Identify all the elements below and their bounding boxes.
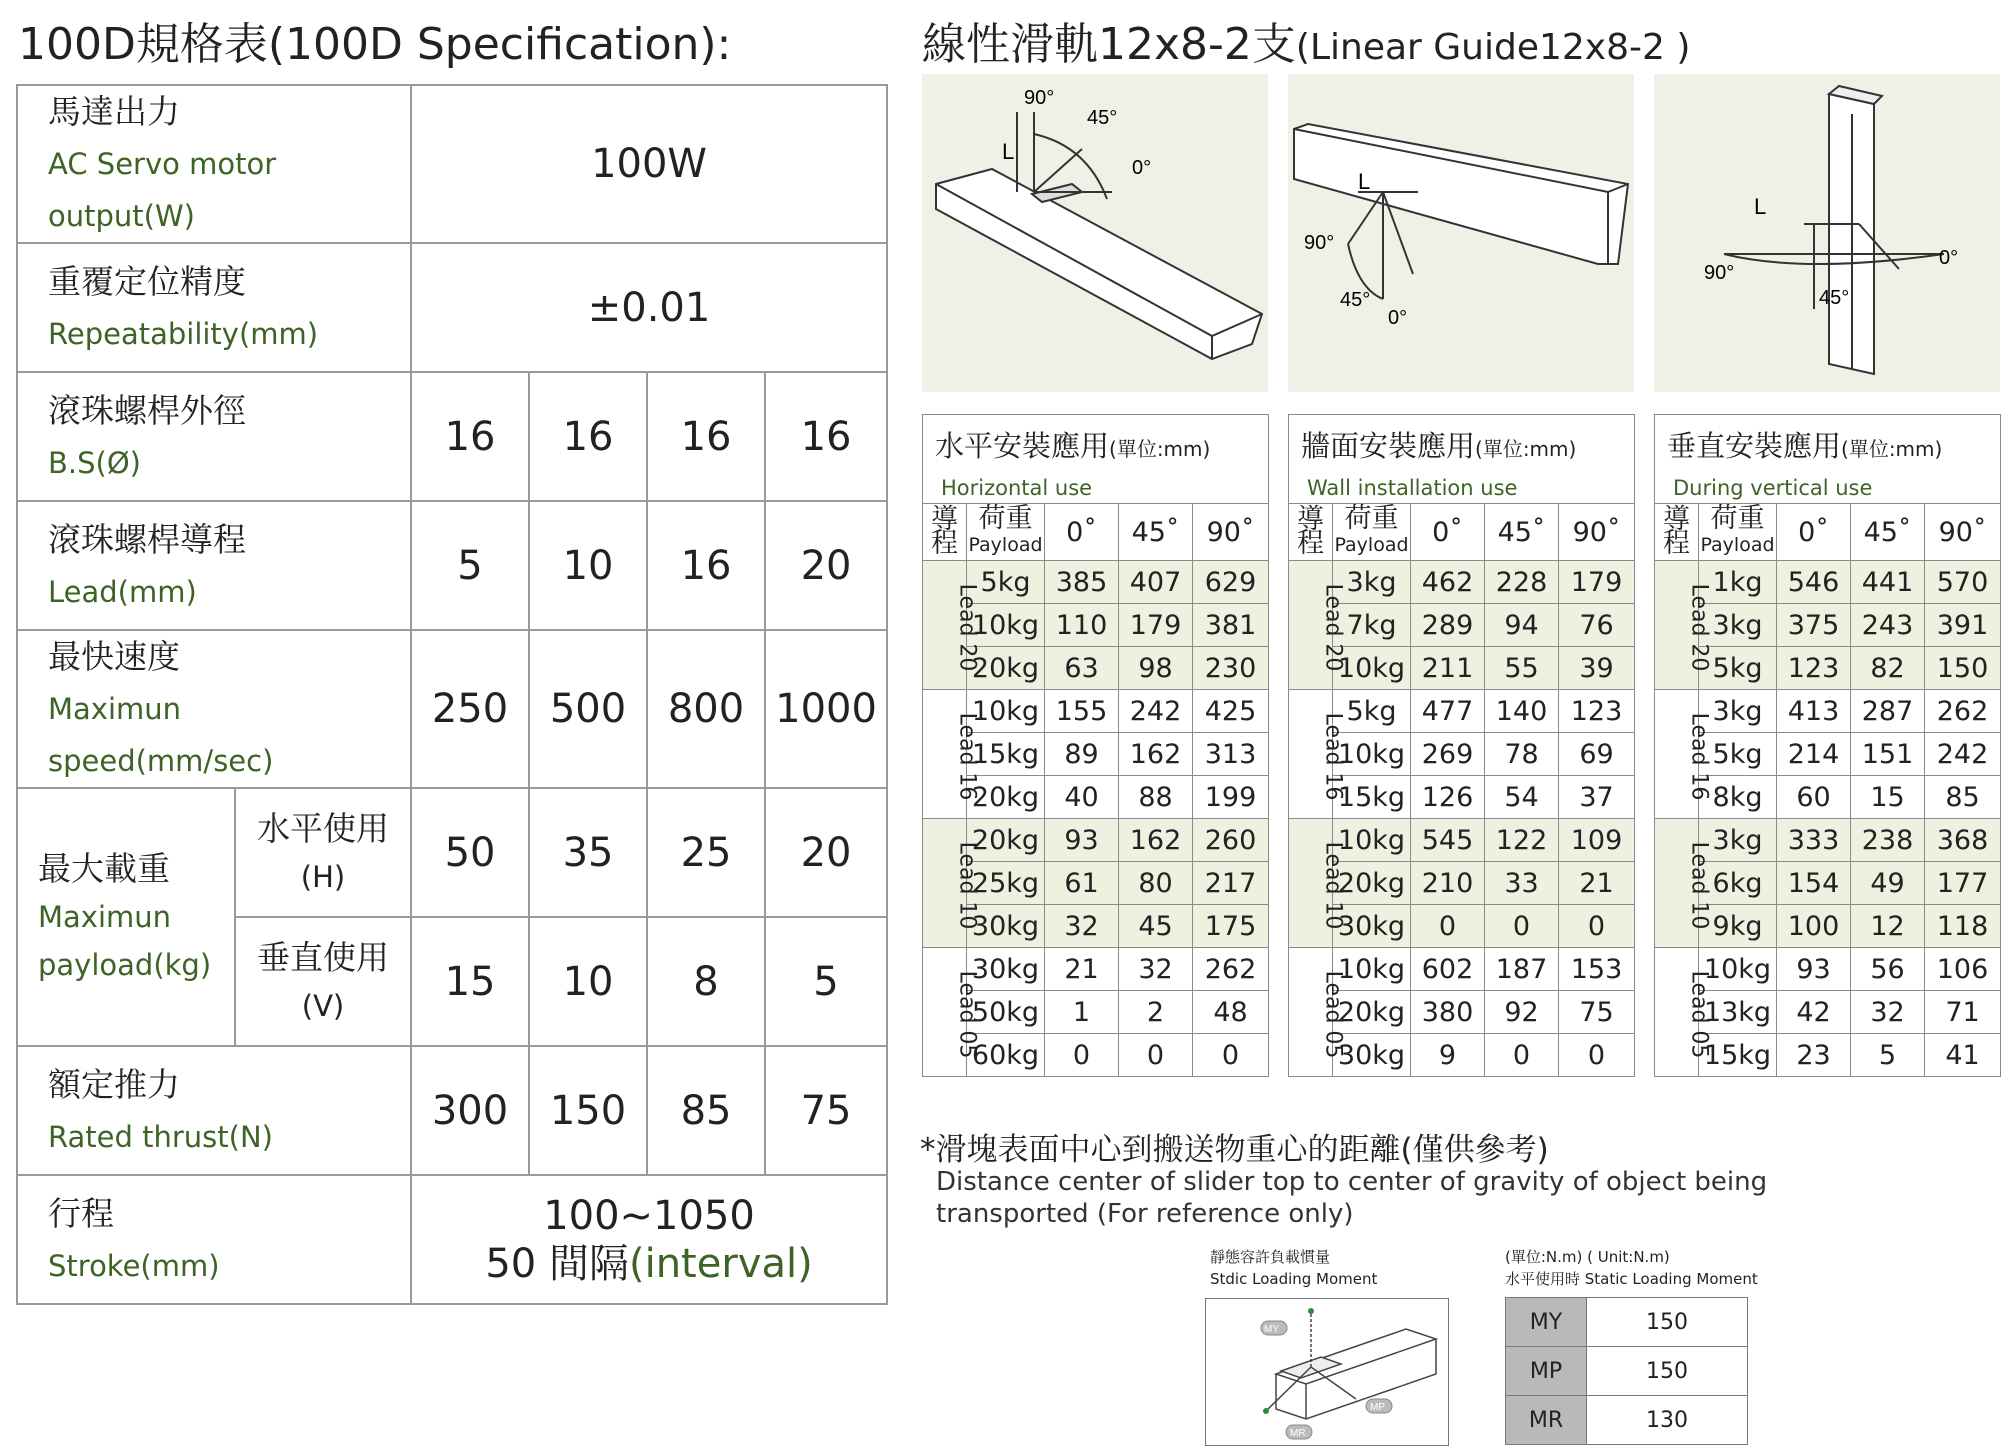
lead-value: 5 — [411, 501, 529, 630]
distance-cell: 39 — [1559, 647, 1635, 690]
table-row — [923, 690, 1269, 733]
distance-cell: 123 — [1559, 690, 1635, 733]
payload-cell: 30kg — [1333, 1034, 1411, 1077]
distance-cell: 0 — [1193, 1034, 1269, 1077]
payload-col-header: 荷重 Payload — [1699, 504, 1777, 561]
spec-row-bs — [17, 372, 887, 501]
lead-label: 滾珠螺桿導程 Lead(mm) — [17, 501, 411, 630]
distance-cell: 32 — [1119, 948, 1193, 991]
lead-group-label: Lead 16 — [923, 690, 967, 819]
lead-value: 16 — [647, 501, 765, 630]
load-table-subtitle: During vertical use — [1655, 473, 2001, 504]
moment-key: MP — [1506, 1347, 1587, 1396]
distance-cell: 289 — [1411, 604, 1485, 647]
distance-cell: 23 — [1777, 1034, 1851, 1077]
distance-cell: 2 — [1119, 991, 1193, 1034]
angle-90-header: 90˚ — [1925, 504, 2001, 561]
distance-cell: 12 — [1851, 905, 1925, 948]
table-row — [1289, 561, 1635, 604]
distance-cell: 0 — [1119, 1034, 1193, 1077]
distance-cell: 153 — [1559, 948, 1635, 991]
distance-cell: 110 — [1045, 604, 1119, 647]
lead-group-label: Lead 05 — [1289, 948, 1333, 1077]
horizontal-rail-illustration — [922, 74, 1268, 392]
distance-cell: 154 — [1777, 862, 1851, 905]
payload-cell: 13kg — [1699, 991, 1777, 1034]
table-row — [1289, 819, 1635, 862]
distance-cell: 262 — [1193, 948, 1269, 991]
payload-cell: 10kg — [1333, 948, 1411, 991]
distance-cell: 243 — [1851, 604, 1925, 647]
distance-cell: 37 — [1559, 776, 1635, 819]
payload-cell: 10kg — [1333, 733, 1411, 776]
table-row — [1289, 948, 1635, 991]
distance-cell: 269 — [1411, 733, 1485, 776]
thrust-value: 75 — [765, 1046, 887, 1175]
load-table-subheader — [1655, 473, 2001, 504]
table-row — [1506, 1298, 1748, 1347]
payload-v-value: 15 — [411, 917, 529, 1046]
distance-cell: 56 — [1851, 948, 1925, 991]
distance-cell: 375 — [1777, 604, 1851, 647]
w-label-45: 45° — [1340, 289, 1371, 311]
payload-cell: 60kg — [967, 1034, 1045, 1077]
distance-cell: 333 — [1777, 819, 1851, 862]
horizontal-load-table — [922, 414, 1269, 1077]
distance-cell: 0 — [1485, 905, 1559, 948]
distance-cell: 88 — [1119, 776, 1193, 819]
distance-cell: 41 — [1925, 1034, 2001, 1077]
table-row — [1506, 1396, 1748, 1445]
distance-cell: 175 — [1193, 905, 1269, 948]
spec-row-speed — [17, 630, 887, 788]
distance-cell: 151 — [1851, 733, 1925, 776]
moment-value: 150 — [1587, 1298, 1748, 1347]
table-row — [1655, 690, 2001, 733]
thrust-value: 150 — [529, 1046, 647, 1175]
moment-label-mr: MR — [1290, 1428, 1306, 1439]
distance-cell: 602 — [1411, 948, 1485, 991]
load-table-header — [1655, 415, 2001, 474]
payload-cell: 3kg — [1699, 604, 1777, 647]
distance-cell: 545 — [1411, 819, 1485, 862]
speed-value: 500 — [529, 630, 647, 788]
distance-cell: 118 — [1925, 905, 2001, 948]
payload-col-header: 荷重 Payload — [1333, 504, 1411, 561]
static-moment-table — [1505, 1297, 1748, 1445]
load-column-headers — [923, 504, 1269, 561]
v-label-L: L — [1754, 194, 1767, 219]
moment-caption-right: (單位:N.m) ( Unit:N.m) 水平使用時 Static Loading Moment — [1505, 1248, 1758, 1288]
distance-cell: 63 — [1045, 647, 1119, 690]
payload-cell: 10kg — [1333, 647, 1411, 690]
w-label-90: 90° — [1304, 232, 1335, 254]
h-label-L: L — [1002, 139, 1015, 164]
payload-h-value: 35 — [529, 788, 647, 917]
payload-h-value: 50 — [411, 788, 529, 917]
repeat-value: ±0.01 — [411, 243, 887, 372]
distance-note-en-2: transported (For reference only) — [936, 1199, 1354, 1229]
distance-cell: 211 — [1411, 647, 1485, 690]
table-row — [1655, 819, 2001, 862]
payload-cell: 30kg — [1333, 905, 1411, 948]
spec-row-motor — [17, 85, 887, 243]
load-table-title: 水平安裝應用(單位:mm) — [923, 415, 1269, 474]
lead-group-label: Lead 20 — [923, 561, 967, 690]
payload-cell: 20kg — [967, 776, 1045, 819]
distance-cell: 413 — [1777, 690, 1851, 733]
wall-load-table — [1288, 414, 1635, 1077]
distance-cell: 123 — [1777, 647, 1851, 690]
distance-cell: 32 — [1851, 991, 1925, 1034]
distance-cell: 93 — [1045, 819, 1119, 862]
payload-cell: 7kg — [1333, 604, 1411, 647]
guide-title-en: (Linear Guide12x8-2 ) — [1295, 27, 1691, 68]
payload-cell: 3kg — [1333, 561, 1411, 604]
table-row — [923, 948, 1269, 991]
distance-cell: 150 — [1925, 647, 2001, 690]
distance-cell: 109 — [1559, 819, 1635, 862]
table-row — [1655, 561, 2001, 604]
distance-cell: 140 — [1485, 690, 1559, 733]
lead-col-header: 導 程 — [923, 504, 967, 561]
distance-cell: 380 — [1411, 991, 1485, 1034]
distance-cell: 441 — [1851, 561, 1925, 604]
payload-h-label: 水平使用 (H) — [235, 788, 411, 917]
spec-row-payload-h — [17, 788, 887, 917]
speed-label: 最快速度 Maximun speed(mm/sec) — [17, 630, 411, 788]
lead-group-label: Lead 16 — [1655, 690, 1699, 819]
distance-cell: 0 — [1559, 905, 1635, 948]
distance-cell: 49 — [1851, 862, 1925, 905]
distance-cell: 162 — [1119, 733, 1193, 776]
distance-cell: 126 — [1411, 776, 1485, 819]
payload-cell: 3kg — [1699, 819, 1777, 862]
payload-cell: 15kg — [1333, 776, 1411, 819]
thrust-value: 300 — [411, 1046, 529, 1175]
speed-value: 800 — [647, 630, 765, 788]
payload-cell: 20kg — [967, 819, 1045, 862]
payload-cell: 10kg — [967, 604, 1045, 647]
motor-label: 馬達出力 AC Servo motor output(W) — [17, 85, 411, 243]
distance-cell: 287 — [1851, 690, 1925, 733]
distance-cell: 629 — [1193, 561, 1269, 604]
wall-rail-illustration — [1288, 74, 1634, 392]
distance-cell: 391 — [1925, 604, 2001, 647]
angle-45-header: 45˚ — [1851, 504, 1925, 561]
moment-value: 130 — [1587, 1396, 1748, 1445]
payload-cell: 20kg — [967, 647, 1045, 690]
lead-group-label: Lead 20 — [1655, 561, 1699, 690]
payload-cell: 10kg — [1699, 948, 1777, 991]
distance-cell: 214 — [1777, 733, 1851, 776]
payload-cell: 3kg — [1699, 690, 1777, 733]
distance-cell: 5 — [1851, 1034, 1925, 1077]
distance-cell: 230 — [1193, 647, 1269, 690]
load-table-title: 牆面安裝應用(單位:mm) — [1289, 415, 1635, 474]
table-row — [1289, 690, 1635, 733]
payload-cell: 15kg — [1699, 1034, 1777, 1077]
distance-cell: 71 — [1925, 991, 2001, 1034]
payload-cell: 30kg — [967, 948, 1045, 991]
payload-cell: 9kg — [1699, 905, 1777, 948]
distance-cell: 0 — [1045, 1034, 1119, 1077]
load-table-header — [1289, 415, 1635, 474]
distance-cell: 45 — [1119, 905, 1193, 948]
payload-h-value: 20 — [765, 788, 887, 917]
distance-cell: 242 — [1925, 733, 2001, 776]
payload-cell: 20kg — [1333, 862, 1411, 905]
distance-cell: 228 — [1485, 561, 1559, 604]
spec-table — [16, 84, 888, 1305]
angle-90-header: 90˚ — [1193, 504, 1269, 561]
payload-cell: 50kg — [967, 991, 1045, 1034]
payload-cell: 5kg — [1699, 733, 1777, 776]
distance-cell: 546 — [1777, 561, 1851, 604]
vertical-rail-illustration — [1654, 74, 2000, 392]
distance-cell: 32 — [1045, 905, 1119, 948]
distance-cell: 100 — [1777, 905, 1851, 948]
payload-v-label: 垂直使用 (V) — [235, 917, 411, 1046]
distance-cell: 92 — [1485, 991, 1559, 1034]
distance-cell: 155 — [1045, 690, 1119, 733]
distance-cell: 368 — [1925, 819, 2001, 862]
h-label-0: 0° — [1132, 157, 1152, 179]
speed-value: 1000 — [765, 630, 887, 788]
payload-cell: 30kg — [967, 905, 1045, 948]
distance-cell: 93 — [1777, 948, 1851, 991]
stroke-label: 行程 Stroke(mm) — [17, 1175, 411, 1304]
payload-v-value: 10 — [529, 917, 647, 1046]
load-column-headers — [1655, 504, 2001, 561]
distance-cell: 242 — [1119, 690, 1193, 733]
speed-value: 250 — [411, 630, 529, 788]
h-label-90: 90° — [1024, 87, 1055, 109]
distance-cell: 60 — [1777, 776, 1851, 819]
vertical-load-table — [1654, 414, 2001, 1077]
load-table-subheader — [1289, 473, 1635, 504]
distance-cell: 313 — [1193, 733, 1269, 776]
distance-cell: 106 — [1925, 948, 2001, 991]
lead-group-label: Lead 10 — [923, 819, 967, 948]
table-row — [923, 561, 1269, 604]
bs-value: 16 — [529, 372, 647, 501]
load-table-subtitle: Horizontal use — [923, 473, 1269, 504]
load-table-subtitle: Wall installation use — [1289, 473, 1635, 504]
lead-col-header: 導 程 — [1655, 504, 1699, 561]
spec-title: 100D規格表(100D Specification): — [18, 19, 732, 70]
load-table-header — [923, 415, 1269, 474]
angle-0-header: 0˚ — [1777, 504, 1851, 561]
distance-cell: 0 — [1485, 1034, 1559, 1077]
distance-cell: 0 — [1559, 1034, 1635, 1077]
wall-mount-diagram — [1288, 74, 1634, 392]
distance-cell: 69 — [1559, 733, 1635, 776]
payload-label: 最大載重 Maximun payload(kg) — [17, 788, 235, 1046]
distance-cell: 122 — [1485, 819, 1559, 862]
payload-cell: 1kg — [1699, 561, 1777, 604]
horizontal-mount-diagram — [922, 74, 1268, 392]
distance-cell: 0 — [1411, 905, 1485, 948]
spec-row-thrust — [17, 1046, 887, 1175]
distance-cell: 262 — [1925, 690, 2001, 733]
thrust-label: 額定推力 Rated thrust(N) — [17, 1046, 411, 1175]
distance-cell: 1 — [1045, 991, 1119, 1034]
vertical-mount-diagram — [1654, 74, 2000, 392]
moment-axes-illustration — [1206, 1299, 1448, 1445]
distance-cell: 61 — [1045, 862, 1119, 905]
distance-cell: 477 — [1411, 690, 1485, 733]
payload-cell: 20kg — [1333, 991, 1411, 1034]
payload-cell: 6kg — [1699, 862, 1777, 905]
distance-cell: 425 — [1193, 690, 1269, 733]
load-table-title: 垂直安裝應用(單位:mm) — [1655, 415, 2001, 474]
distance-cell: 94 — [1485, 604, 1559, 647]
payload-cell: 10kg — [967, 690, 1045, 733]
payload-h-value: 25 — [647, 788, 765, 917]
lead-group-label: Lead 10 — [1655, 819, 1699, 948]
angle-0-header: 0˚ — [1045, 504, 1119, 561]
moment-label-my: MY — [1264, 1324, 1279, 1335]
lead-group-label: Lead 20 — [1289, 561, 1333, 690]
distance-cell: 85 — [1925, 776, 2001, 819]
distance-cell: 9 — [1411, 1034, 1485, 1077]
lead-group-label: Lead 05 — [1655, 948, 1699, 1077]
moment-caption-left: 靜態容許負載慣量 Stdic Loading Moment — [1210, 1248, 1378, 1288]
distance-note-en-1: Distance center of slider top to center of gravity of object being — [936, 1167, 1768, 1197]
distance-cell: 407 — [1119, 561, 1193, 604]
distance-cell: 33 — [1485, 862, 1559, 905]
distance-cell: 48 — [1193, 991, 1269, 1034]
angle-90-header: 90˚ — [1559, 504, 1635, 561]
moment-key: MR — [1506, 1396, 1587, 1445]
angle-45-header: 45˚ — [1119, 504, 1193, 561]
moment-diagram — [1205, 1298, 1449, 1446]
distance-cell: 238 — [1851, 819, 1925, 862]
h-label-45: 45° — [1087, 107, 1118, 129]
lead-col-header: 導 程 — [1289, 504, 1333, 561]
distance-cell: 78 — [1485, 733, 1559, 776]
distance-cell: 76 — [1559, 604, 1635, 647]
spec-row-stroke — [17, 1175, 887, 1304]
moment-value: 150 — [1587, 1347, 1748, 1396]
distance-cell: 21 — [1559, 862, 1635, 905]
distance-cell: 40 — [1045, 776, 1119, 819]
lead-group-label: Lead 16 — [1289, 690, 1333, 819]
bs-label: 滾珠螺桿外徑 B.S(Ø) — [17, 372, 411, 501]
w-label-0: 0° — [1388, 307, 1408, 329]
distance-cell: 385 — [1045, 561, 1119, 604]
table-row — [1655, 948, 2001, 991]
distance-cell: 75 — [1559, 991, 1635, 1034]
distance-cell: 381 — [1193, 604, 1269, 647]
payload-cell: 8kg — [1699, 776, 1777, 819]
distance-cell: 570 — [1925, 561, 2001, 604]
distance-cell: 55 — [1485, 647, 1559, 690]
distance-note-cn: *滑塊表面中心到搬送物重心的距離(僅供參考) — [920, 1132, 1549, 1168]
v-label-0: 0° — [1939, 247, 1959, 269]
bs-value: 16 — [647, 372, 765, 501]
distance-cell: 82 — [1851, 647, 1925, 690]
payload-cell: 15kg — [967, 733, 1045, 776]
distance-cell: 15 — [1851, 776, 1925, 819]
lead-group-label: Lead 10 — [1289, 819, 1333, 948]
load-table-subheader — [923, 473, 1269, 504]
distance-cell: 210 — [1411, 862, 1485, 905]
stroke-value: 100~1050 50 間隔(interval) — [411, 1175, 887, 1304]
distance-cell: 98 — [1119, 647, 1193, 690]
lead-group-label: Lead 05 — [923, 948, 967, 1077]
v-label-90: 90° — [1704, 262, 1735, 284]
payload-cell: 5kg — [1333, 690, 1411, 733]
payload-cell: 25kg — [967, 862, 1045, 905]
distance-cell: 42 — [1777, 991, 1851, 1034]
payload-cell: 10kg — [1333, 819, 1411, 862]
load-column-headers — [1289, 504, 1635, 561]
payload-col-header: 荷重 Payload — [967, 504, 1045, 561]
payload-cell: 5kg — [1699, 647, 1777, 690]
distance-cell: 217 — [1193, 862, 1269, 905]
payload-cell: 5kg — [967, 561, 1045, 604]
moment-key: MY — [1506, 1298, 1587, 1347]
bs-value: 16 — [411, 372, 529, 501]
w-label-L: L — [1358, 169, 1371, 194]
distance-cell: 89 — [1045, 733, 1119, 776]
spec-row-lead — [17, 501, 887, 630]
distance-cell: 179 — [1119, 604, 1193, 647]
guide-title-cn: 線性滑軌12x8-2支 — [922, 19, 1296, 70]
distance-cell: 80 — [1119, 862, 1193, 905]
repeat-label: 重覆定位精度 Repeatability(mm) — [17, 243, 411, 372]
spec-row-repeat — [17, 243, 887, 372]
distance-cell: 54 — [1485, 776, 1559, 819]
distance-cell: 187 — [1485, 948, 1559, 991]
distance-cell: 162 — [1119, 819, 1193, 862]
distance-cell: 199 — [1193, 776, 1269, 819]
bs-value: 16 — [765, 372, 887, 501]
distance-cell: 260 — [1193, 819, 1269, 862]
lead-value: 20 — [765, 501, 887, 630]
thrust-value: 85 — [647, 1046, 765, 1175]
moment-label-mp: MP — [1370, 1402, 1385, 1413]
distance-cell: 21 — [1045, 948, 1119, 991]
distance-cell: 462 — [1411, 561, 1485, 604]
table-row — [1506, 1347, 1748, 1396]
distance-cell: 177 — [1925, 862, 2001, 905]
angle-0-header: 0˚ — [1411, 504, 1485, 561]
angle-45-header: 45˚ — [1485, 504, 1559, 561]
distance-cell: 179 — [1559, 561, 1635, 604]
motor-value: 100W — [411, 85, 887, 243]
guide-title — [922, 8, 1690, 72]
table-row — [923, 819, 1269, 862]
v-label-45: 45° — [1819, 287, 1850, 309]
payload-v-value: 5 — [765, 917, 887, 1046]
payload-v-value: 8 — [647, 917, 765, 1046]
lead-value: 10 — [529, 501, 647, 630]
